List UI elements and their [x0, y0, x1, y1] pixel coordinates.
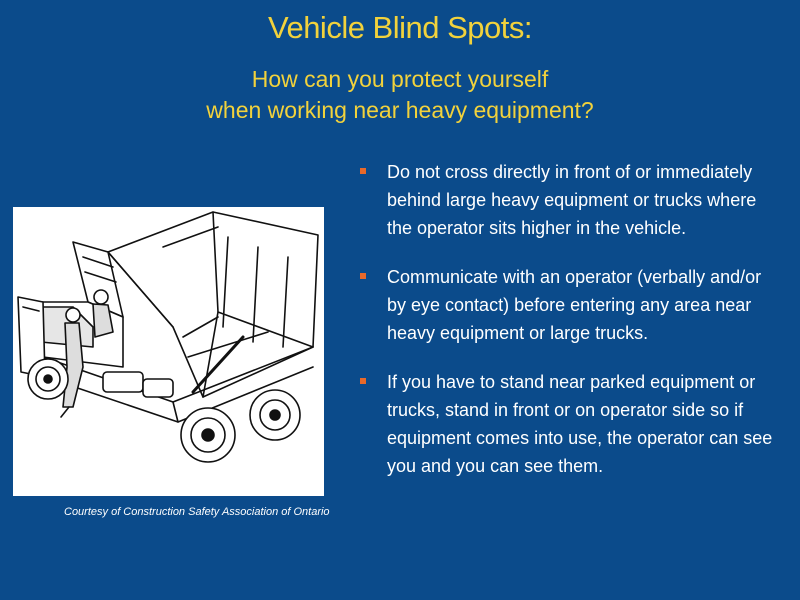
bullet-list [360, 158, 785, 501]
dump-truck-illustration-icon [13, 207, 324, 496]
image-caption: Courtesy of Construction Safety Association of Ontario [64, 506, 330, 518]
bullet-text: If you have to stand near parked equipment or trucks, stand in front or on operator side so if equipment comes into use, the operator can see you and you can see them. [387, 372, 773, 476]
slide-subtitle [0, 64, 800, 126]
bullet-marker-icon [360, 378, 366, 384]
bullet-text: Communicate with an operator (verbally and/or by eye contact) before entering any area near heavy equipment or large trucks. [387, 267, 762, 343]
bullet-marker-icon [360, 273, 366, 279]
bullet-text: Do not cross directly in front of or immediately behind large heavy equipment or trucks where the operator sits higher in the vehicle. [387, 162, 757, 238]
bullet-item [360, 368, 785, 480]
bullet-item [360, 158, 785, 242]
bullet-item [360, 263, 785, 347]
subtitle-line-2: when working near heavy equipment? [206, 97, 594, 123]
subtitle-line-1: How can you protect yourself [251, 66, 549, 92]
dump-truck-image [13, 207, 324, 496]
slide-title: Vehicle Blind Spots: [267, 10, 532, 45]
bullet-marker-icon [360, 168, 366, 174]
